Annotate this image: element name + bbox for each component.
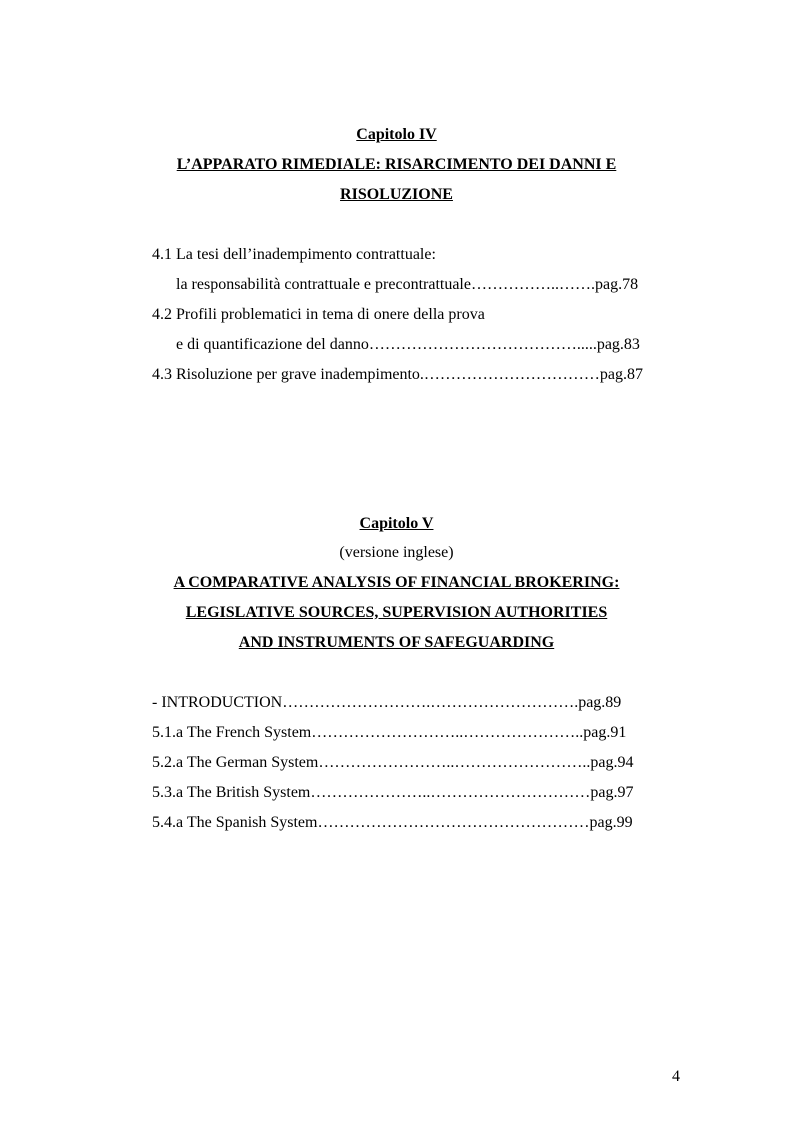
- chapter5-heading-line3: AND INSTRUMENTS OF SAFEGUARDING: [238, 634, 555, 651]
- page-number: 4: [672, 1068, 680, 1085]
- chapter4-heading-line2: RISOLUZIONE: [340, 186, 453, 203]
- chapter5-heading-line1: A COMPARATIVE ANALYSIS OF FINANCIAL BROKERING:: [173, 574, 620, 591]
- toc-entry-4-3: 4.3 Risoluzione per grave inadempimento.……………………………pag.87: [152, 366, 644, 383]
- toc-entry-5-2: 5.2.a The German System……………………..……………………..pag.94: [152, 754, 634, 771]
- chapter5-subtitle: (versione inglese): [339, 544, 454, 561]
- chapter5-title: Capitolo V: [359, 515, 434, 532]
- toc-entry-4-2-cont: e di quantificazione del danno………………………………….....pag.83: [176, 336, 640, 353]
- chapter4-title: Capitolo IV: [356, 126, 437, 143]
- chapter4-heading-line1: L’APPARATO RIMEDIALE: RISARCIMENTO DEI DANNI E: [176, 156, 617, 173]
- toc-entry-5-4: 5.4.a The Spanish System……………………………………………pag.99: [152, 814, 633, 831]
- toc-entry-4-1: 4.1 La tesi dell’inadempimento contrattuale:: [152, 246, 436, 263]
- toc-entry-intro: - INTRODUCTION……………………….……………………….pag.89: [152, 694, 622, 711]
- toc-entry-4-2: 4.2 Profili problematici in tema di onere della prova: [152, 306, 485, 323]
- toc-entry-5-3: 5.3.a The British System…………………..…………………………pag.97: [152, 784, 634, 801]
- toc-entry-5-1: 5.1.a The French System………………………..…………………..pag.91: [152, 724, 627, 741]
- chapter5-heading-line2: LEGISLATIVE SOURCES, SUPERVISION AUTHORITIES: [185, 604, 608, 621]
- toc-entry-4-1-cont: la responsabilità contrattuale e precontrattuale……………..…….pag.78: [176, 276, 639, 293]
